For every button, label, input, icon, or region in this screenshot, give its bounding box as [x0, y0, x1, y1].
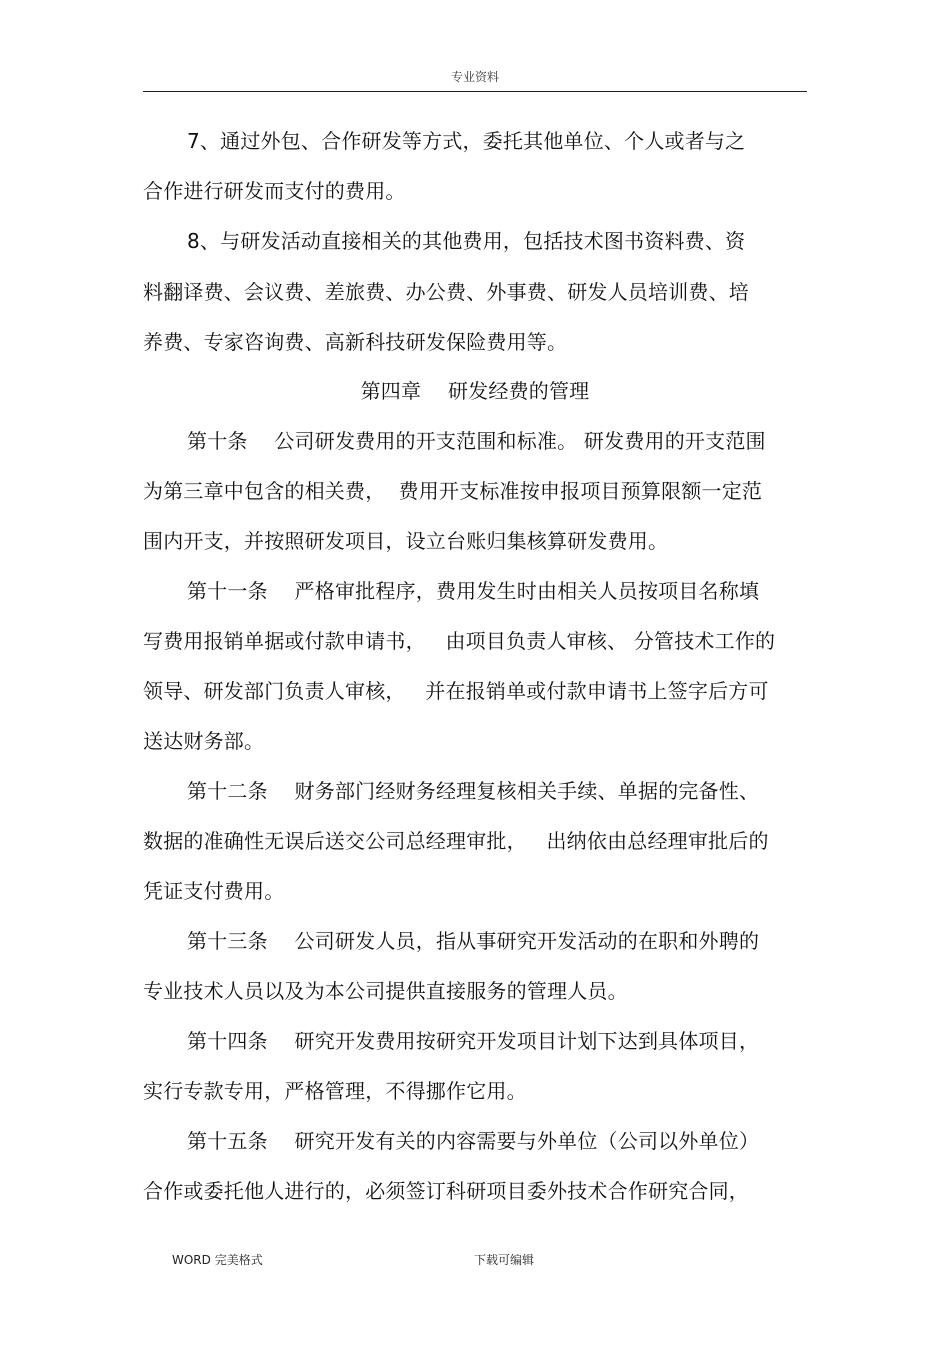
body-line-5: 养费、专家咨询费、高新科技研发保险费用等。 — [143, 330, 568, 354]
body-line-10: 第十一条 严格审批程序，费用发生时由相关人员按项目名称填 — [187, 579, 760, 603]
body-line-9: 围内开支，并按照研发项目，设立台账归集核算研发费用。 — [143, 529, 669, 553]
body-line-12: 领导、研发部门负责人审核， 并在报销单或付款申请书上签字后方可 — [143, 679, 769, 703]
body-line-2: 合作进行研发而支付的费用。 — [143, 179, 406, 203]
body-line-20: 实行专款专用，严格管理，不得挪作它用。 — [143, 1079, 527, 1103]
footer-right: 下载可编辑 — [474, 1253, 535, 1267]
body-line-15: 数据的准确性无误后送交公司总经理审批， 出纳依由总经理审批后的 — [143, 829, 769, 853]
body-line-22: 合作或委托他人进行的，必须签订科研项目委外技术合作研究合同， — [143, 1179, 749, 1203]
body-line-19: 第十四条 研究开发费用按研究开发项目计划下达到具体项目， — [187, 1029, 760, 1053]
header-divider — [143, 91, 807, 92]
body-line-13: 送达财务部。 — [143, 729, 265, 753]
page-header: 专业资料 — [450, 70, 499, 84]
body-line-8: 为第三章中包含的相关费， 费用开支标准按申报项目预算限额一定范 — [143, 479, 763, 503]
footer-left: WORD 完美格式 — [172, 1253, 263, 1267]
chapter-heading: 第四章 研发经费的管理 — [360, 379, 590, 403]
body-line-1: 7、通过外包、合作研发等方式，委托其他单位、个人或者与之 — [187, 129, 746, 153]
body-line-18: 专业技术人员以及为本公司提供直接服务的管理人员。 — [143, 979, 628, 1003]
body-line-4: 料翻译费、会议费、差旅费、办公费、外事费、研发人员培训费、培 — [143, 280, 749, 304]
body-line-11: 写费用报销单据或付款申请书， 由项目负责人审核、 分管技术工作的 — [143, 629, 776, 653]
body-line-16: 凭证支付费用。 — [143, 879, 285, 903]
body-line-17: 第十三条 公司研发人员，指从事研究开发活动的在职和外聘的 — [187, 929, 760, 953]
body-line-21: 第十五条 研究开发有关的内容需要与外单位（公司以外单位） — [187, 1129, 760, 1153]
body-line-3: 8、与研发活动直接相关的其他费用，包括技术图书资料费、资 — [187, 229, 746, 253]
body-line-7: 第十条 公司研发费用的开支范围和标准。 研发费用的开支范围 — [187, 429, 766, 453]
body-line-14: 第十二条 财务部门经财务经理复核相关手续、单据的完备性、 — [187, 779, 760, 803]
